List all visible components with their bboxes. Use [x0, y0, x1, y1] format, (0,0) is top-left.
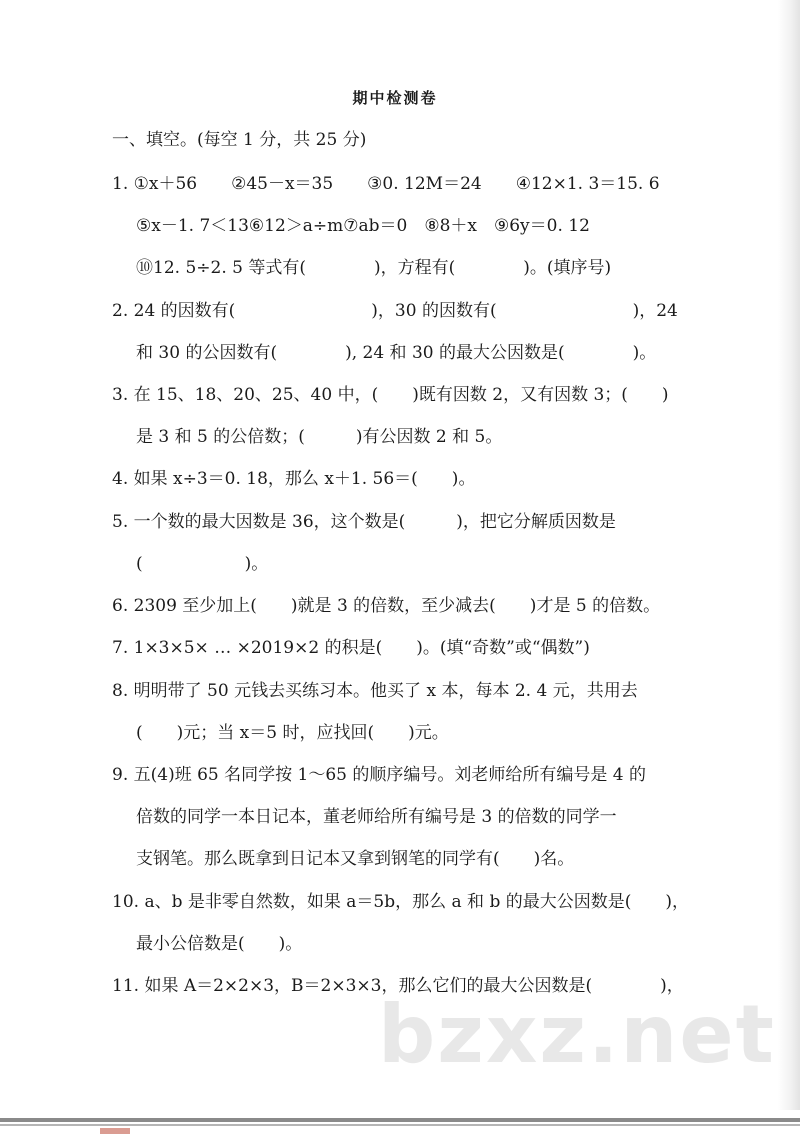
- watermark: bzxz.net: [378, 988, 776, 1081]
- question-line: 支钢笔。那么既拿到日记本又拿到钢笔的同学有( )名。: [136, 849, 575, 869]
- question-line: 2. 24 的因数有( )，30 的因数有( )，24: [112, 301, 678, 321]
- question-line: 4. 如果 x÷3＝0. 18，那么 x＋1. 56＝( )。: [112, 469, 476, 489]
- question-line: ⑩12. 5÷2. 5 等式有( )，方程有( )。(填序号): [136, 258, 612, 278]
- question-line: 11. 如果 A＝2×2×3，B＝2×3×3，那么它们的最大公因数是( )，: [112, 976, 684, 996]
- page-edge-shadow: [778, 0, 800, 1110]
- question-line: 5. 一个数的最大因数是 36，这个数是( )，把它分解质因数是: [112, 512, 616, 532]
- question-line: 9. 五(4)班 65 名同学按 1～65 的顺序编号。刘老师给所有编号是 4 的: [112, 765, 647, 785]
- page-bottom-border: [0, 1118, 800, 1122]
- page-bottom-tab: [100, 1128, 130, 1134]
- question-line: 1. ①x＋56 ②45－x＝35 ③0. 12M＝24 ④12×1. 3＝15. 6: [112, 174, 660, 194]
- question-line: ⑤x－1. 7＜13⑥12＞a÷m⑦ab＝0 ⑧8＋x ⑨6y＝0. 12: [136, 216, 590, 236]
- section-heading: 一、填空。(每空 1 分，共 25 分): [112, 130, 367, 150]
- question-line: ( )。: [136, 554, 269, 574]
- question-line: 8. 明明带了 50 元钱去买练习本。他买了 x 本，每本 2. 4 元，共用去: [112, 681, 638, 701]
- document-title: 期中检测卷: [352, 89, 438, 107]
- question-line: 和 30 的公因数有( ), 24 和 30 的最大公因数是( )。: [136, 343, 657, 363]
- question-line: 7. 1×3×5× … ×2019×2 的积是( )。(填“奇数”或“偶数”): [112, 638, 590, 658]
- question-line: 是 3 和 5 的公倍数；( )有公因数 2 和 5。: [136, 427, 503, 447]
- question-line: 倍数的同学一本日记本，董老师给所有编号是 3 的倍数的同学一: [136, 807, 617, 827]
- question-line: 最小公倍数是( )。: [136, 934, 303, 954]
- question-line: 10. a、b 是非零自然数，如果 a＝5b，那么 a 和 b 的最大公因数是( )，: [112, 892, 689, 912]
- question-line: ( )元；当 x＝5 时，应找回( )元。: [136, 723, 449, 743]
- question-line: 6. 2309 至少加上( )就是 3 的倍数，至少减去( )才是 5 的倍数。: [112, 596, 661, 616]
- page-bottom-border-secondary: [0, 1124, 800, 1126]
- question-line: 3. 在 15、18、20、25、40 中，( )既有因数 2，又有因数 3；( ): [112, 385, 669, 405]
